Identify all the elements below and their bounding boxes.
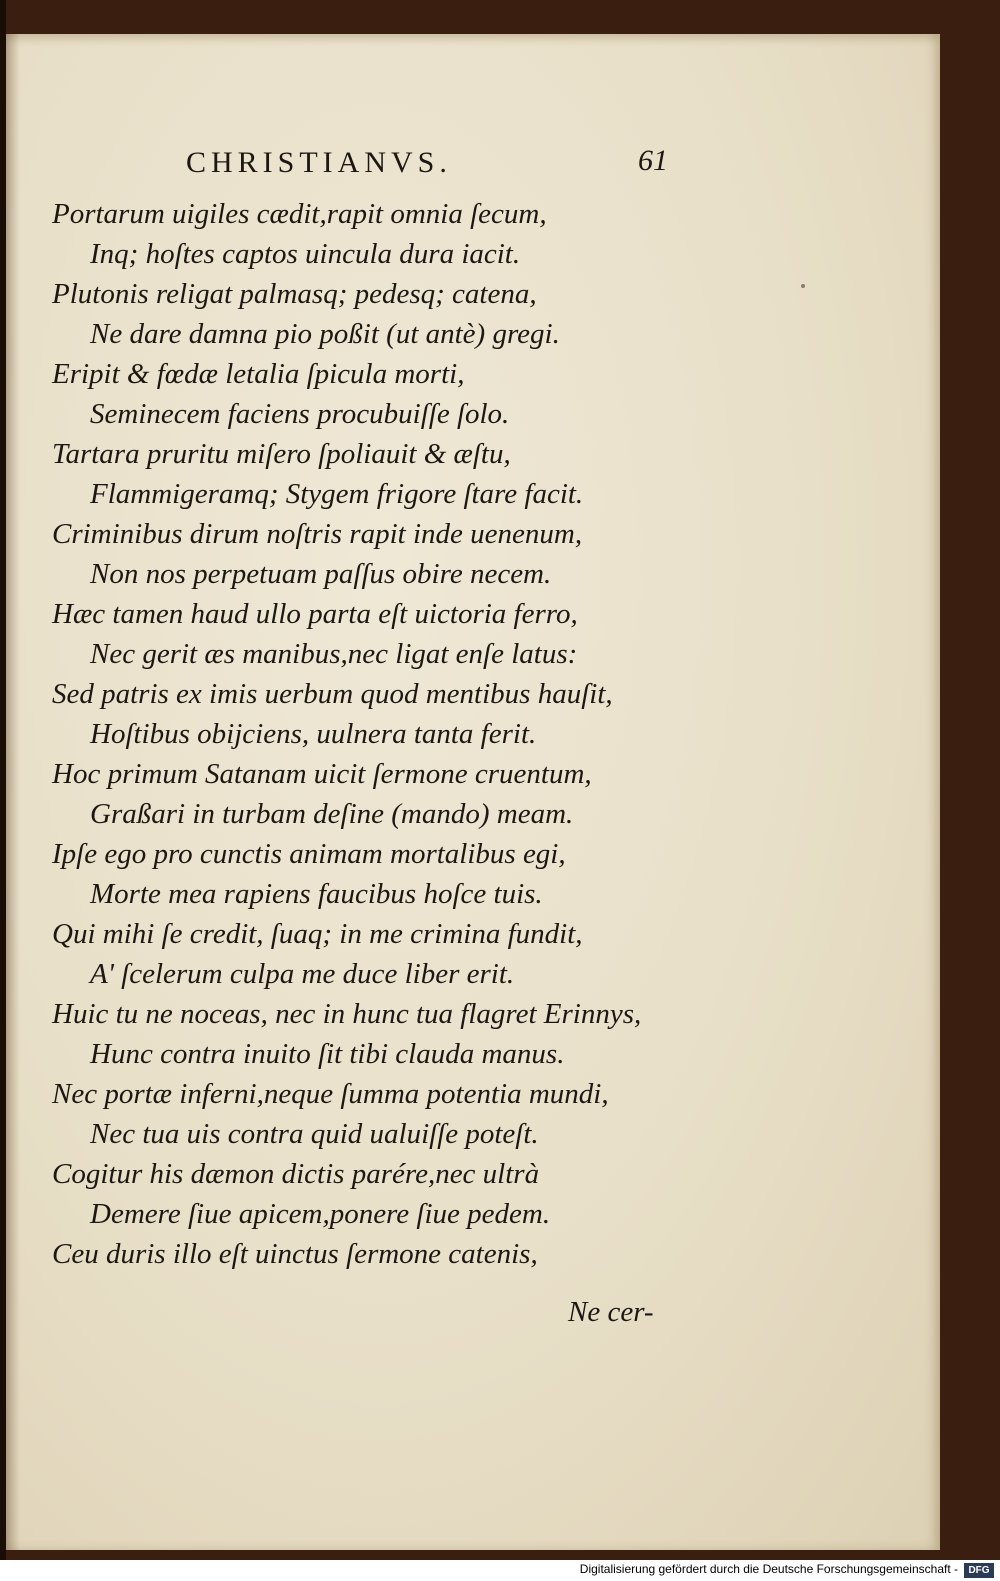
- verse-line: Plutonis religat palmasq; pedesq; catena,: [52, 278, 537, 310]
- verse-line: Demere ſiue apicem,ponere ſiue pedem.: [90, 1198, 551, 1230]
- verse-line: Huic tu ne noceas, nec in hunc tua flagret Erinnys,: [52, 998, 642, 1030]
- running-header: CHRISTIANVS.: [186, 146, 452, 179]
- verse-line: Seminecem faciens procubuiſſe ſolo.: [90, 398, 510, 430]
- verse-line: Eripit & fœdæ letalia ſpicula morti,: [52, 358, 465, 390]
- verse-line: Qui mihi ſe credit, ſuaq; in me crimina fundit,: [52, 918, 583, 950]
- verse-line: Hoſtibus obijciens, uulnera tanta ferit.: [90, 718, 537, 750]
- paper-speck: [801, 284, 805, 288]
- funding-credit: Digitalisierung gefördert durch die Deutsche Forschungsgemeinschaft -: [579, 1562, 958, 1576]
- verse-line: Morte mea rapiens faucibus hoſce tuis.: [90, 878, 543, 910]
- verse-line: Nec portæ inferni,neque ſumma potentia mundi,: [52, 1078, 609, 1110]
- verse-line: Non nos perpetuam paſſus obire necem.: [90, 558, 552, 590]
- verse-line: Ne dare damna pio poßit (ut antè) gregi.: [90, 318, 560, 350]
- verse-line: Criminibus dirum noſtris rapit inde uenenum,: [52, 518, 583, 550]
- verse-line: Nec tua uis contra quid ualuiſſe poteſt.: [90, 1118, 539, 1150]
- verse-line: Hunc contra inuito ſit tibi clauda manus.: [90, 1038, 565, 1070]
- verse-line: Hoc primum Satanam uicit ſermone cruentum,: [52, 758, 592, 790]
- verse-line: Graßari in turbam deſine (mando) meam.: [90, 798, 574, 830]
- verse-block: [52, 194, 692, 1274]
- folio-number: 61: [638, 144, 668, 177]
- verse-line: Inq; hoſtes captos uincula dura iacit.: [90, 238, 521, 270]
- footer-bar: [0, 1560, 1000, 1581]
- verse-line: A' ſcelerum culpa me duce liber erit.: [90, 958, 515, 990]
- verse-line: Nec gerit æs manibus,nec ligat enſe latus:: [90, 638, 578, 670]
- verse-line: Tartara pruritu miſero ſpoliauit & æſtu,: [52, 438, 511, 470]
- verse-line: Portarum uigiles cædit,rapit omnia ſecum,: [52, 198, 547, 230]
- verse-line: Ipſe ego pro cunctis animam mortalibus egi,: [52, 838, 566, 870]
- verse-line: Hæc tamen haud ullo parta eſt uictoria ferro,: [52, 598, 578, 630]
- verse-line: Sed patris ex imis uerbum quod mentibus hauſit,: [52, 678, 613, 710]
- book-page: [6, 34, 940, 1550]
- verse-line: Cogitur his dæmon dictis parére,nec ultrà: [52, 1158, 540, 1190]
- verse-line: Ceu duris illo eſt uinctus ſermone catenis,: [52, 1238, 538, 1270]
- dfg-logo: DFG: [964, 1563, 994, 1578]
- catchword: Ne cer-: [568, 1296, 654, 1328]
- verse-line: Flammigeramq; Stygem frigore ſtare facit.: [90, 478, 584, 510]
- page-spine-shadow: [6, 34, 20, 1550]
